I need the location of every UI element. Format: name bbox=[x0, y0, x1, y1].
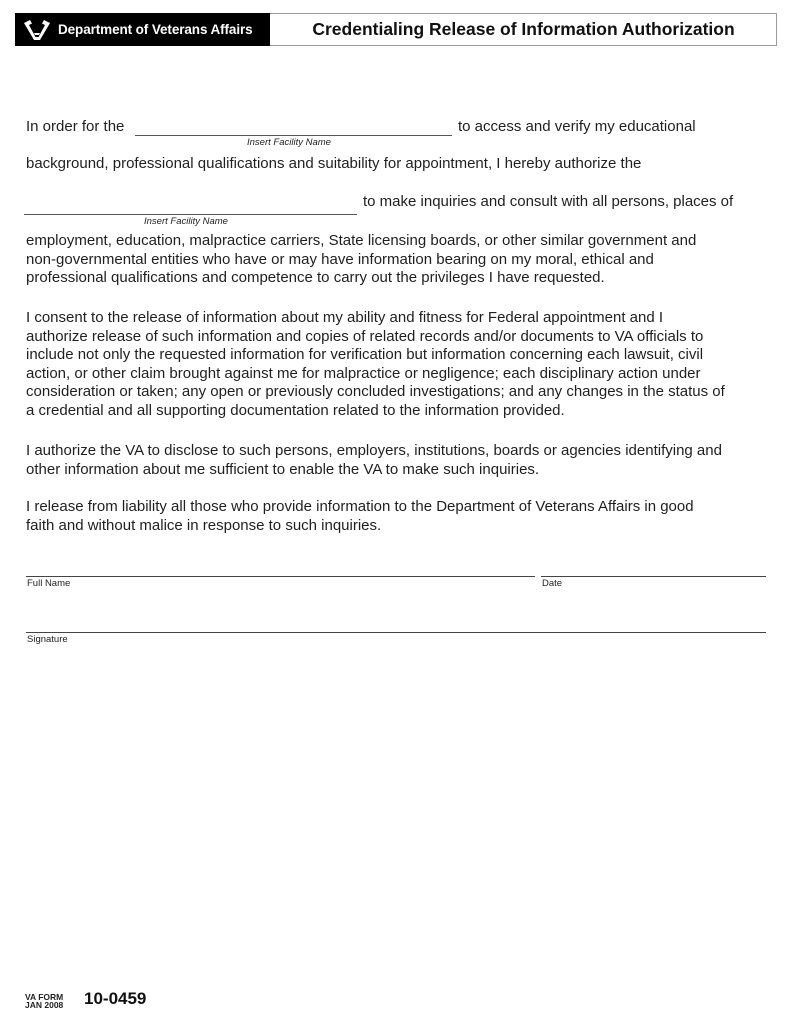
text-line: employment, education, malpractice carriers, State licensing boards, or other similar government and bbox=[26, 232, 697, 249]
disclosure-paragraph bbox=[26, 442, 771, 479]
facility-name-hint-1: Insert Facility Name bbox=[247, 137, 331, 148]
agency-banner bbox=[15, 13, 270, 46]
form-label-line2: JAN 2008 bbox=[25, 1000, 64, 1010]
form-label-line1: VA FORM bbox=[25, 992, 64, 1002]
intro-line2: background, professional qualifications and suitability for appointment, I hereby authorize the bbox=[26, 155, 642, 172]
facility-name-hint-2: Insert Facility Name bbox=[144, 216, 228, 227]
signature-label: Signature bbox=[27, 634, 68, 645]
form-number: 10-0459 bbox=[84, 989, 147, 1008]
text-line: authorize release of such information and copies of related records and/or documents to VA officials to bbox=[26, 327, 704, 345]
va-seal-logo-icon bbox=[22, 19, 52, 41]
text-line: non-governmental entities who have or may have information bearing on my moral, ethical and bbox=[26, 250, 654, 268]
text-line: I authorize the VA to disclose to such persons, employers, institutions, boards or agencies identifying and bbox=[26, 442, 722, 459]
date-field[interactable] bbox=[541, 576, 766, 577]
agency-name: Department of Veterans Affairs bbox=[58, 22, 253, 37]
text-line: I consent to the release of information about my ability and fitness for Federal appointment and I bbox=[26, 309, 664, 326]
text-line: consideration or taken; any open or previously concluded investigations; and any changes in the status of bbox=[26, 383, 725, 400]
text-line: a credential and all supporting documentation related to the information provided. bbox=[26, 401, 565, 419]
intro-line1-prefix: In order for the bbox=[26, 118, 125, 135]
full-name-label: Full Name bbox=[27, 578, 71, 589]
date-label: Date bbox=[542, 578, 563, 589]
intro-line3-suffix: to make inquiries and consult with all persons, places of bbox=[363, 193, 734, 210]
facility-name-field-2[interactable] bbox=[24, 214, 357, 215]
form-title: Credentialing Release of Information Authorization bbox=[312, 19, 735, 39]
intro-continuation bbox=[26, 232, 771, 288]
text-line: faith and without malice in response to such inquiries. bbox=[26, 516, 382, 534]
consent-paragraph bbox=[26, 309, 771, 420]
form-label bbox=[25, 993, 63, 1009]
facility-name-field-1[interactable] bbox=[135, 135, 452, 136]
text-line: I release from liability all those who provide information to the Department of Veterans Affairs in good bbox=[26, 498, 694, 515]
text-line: other information about me sufficient to enable the VA to make such inquiries. bbox=[26, 460, 540, 478]
text-line: action, or other claim brought against me for malpractice or negligence; each disciplinary action under bbox=[26, 364, 701, 382]
text-line: professional qualifications and competence to carry out the privileges I have requested. bbox=[26, 269, 605, 286]
liability-paragraph bbox=[26, 498, 771, 535]
signature-field[interactable] bbox=[26, 632, 766, 633]
intro-line1-suffix: to access and verify my educational bbox=[458, 118, 696, 135]
full-name-field[interactable] bbox=[26, 576, 535, 577]
text-line: include not only the requested information for verification but information concerning each lawsuit, civil bbox=[26, 346, 704, 363]
